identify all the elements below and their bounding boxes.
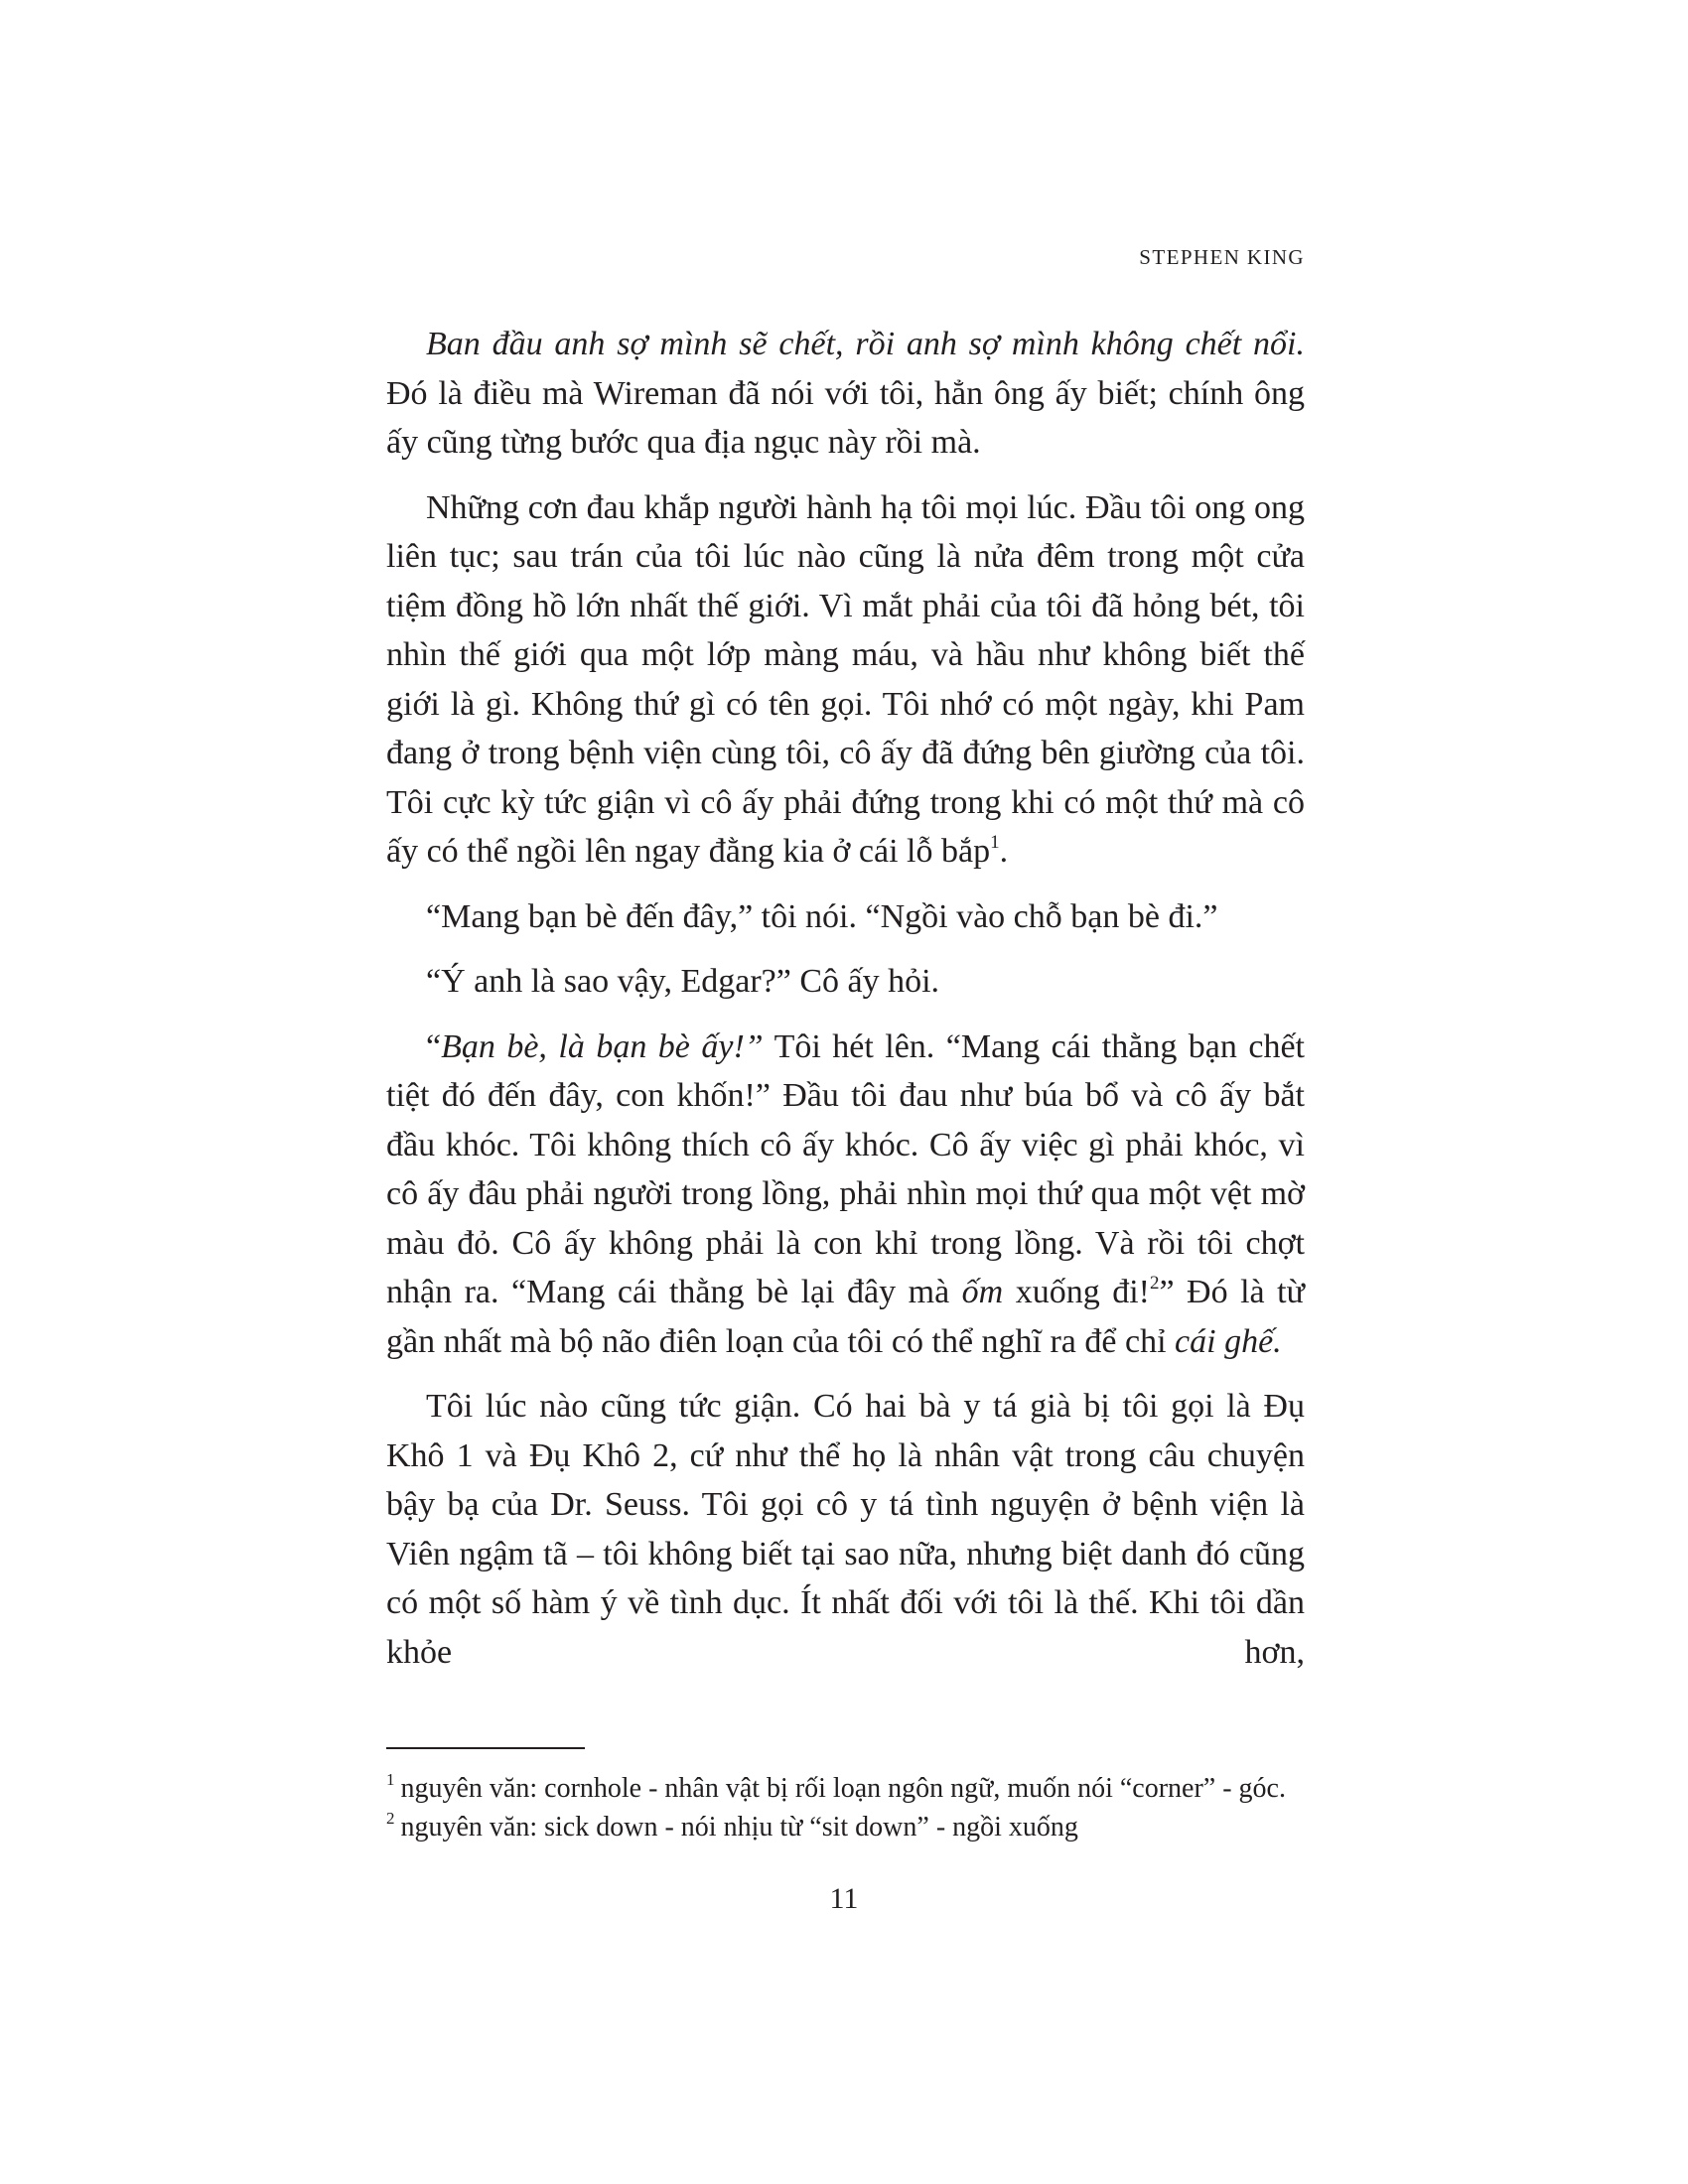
paragraph-3	[386, 892, 1305, 942]
paragraph-3-text: “Mang bạn bè đến đây,” tôi nói. “Ngồi vào chỗ bạn bè đi.”	[426, 897, 1218, 935]
paragraph-1-text: Đó là điều mà Wireman đã nói với tôi, hẳn ông ấy biết; chính ông ấy cũng từng bước qua địa ngục này rồi mà.	[386, 374, 1305, 461]
footnote-1	[386, 1769, 1339, 1808]
footnote-ref-2[interactable]: 2	[1149, 1273, 1160, 1294]
paragraph-5-text-2: xuống đi!	[1003, 1274, 1150, 1310]
footnote-ref-1[interactable]: 1	[990, 832, 1000, 853]
paragraph-4	[386, 957, 1305, 1007]
footnote-marker-1: 1	[386, 1770, 395, 1789]
paragraph-5-text-1: Tôi hét lên. “Mang cái thằng bạn chết tiệt đó đến đây, con khốn!” Đầu tôi đau như búa bổ và cô ấy bắt đầu khóc. Tôi không thích cô ấy khóc. Cô ấy việc gì phải khóc, vì cô ấy đâu phải người trong lồng, phải nhìn mọi thứ qua một vệt mờ màu đỏ. Cô ấy không phải là con khỉ trong lồng. Và rồi tôi chợt nhận ra. “Mang cái thằng bè lại đây mà	[386, 1027, 1305, 1310]
running-header: STEPHEN KING	[1139, 245, 1305, 269]
footnote-2-text: nguyên văn: sick down - nói nhịu từ “sit down” - ngồi xuống	[400, 1812, 1078, 1843]
body-text	[386, 320, 1305, 1677]
paragraph-4-text: “Ý anh là sao vậy, Edgar?” Cô ấy hỏi.	[426, 963, 940, 1000]
paragraph-5-italic-word: ốm	[961, 1274, 1004, 1310]
footnote-divider	[386, 1747, 585, 1749]
paragraph-5-italic-end: cái ghế.	[1175, 1322, 1282, 1360]
paragraph-6-text: Tôi lúc nào cũng tức giận. Có hai bà y tá già bị tôi gọi là Đụ Khô 1 và Đụ Khô 2, cứ như thể họ là nhân vật trong câu chuyện bậy bạ của Dr. Seuss. Tôi gọi cô y tá tình nguyện ở bệnh viện là Viên ngậm tã – tôi không biết tại sao nữa, nhưng biệt danh đó cũng có một số hàm ý về tình dục. Ít nhất đối với tôi là thế. Khi tôi dần khỏe hơn,	[386, 1388, 1305, 1671]
footnotes	[386, 1769, 1339, 1846]
footnote-2	[386, 1808, 1339, 1846]
paragraph-5-italic-part: Bạn bè, là bạn bè ấy!”	[441, 1027, 764, 1065]
italic-lead: Ban đầu anh sợ mình sẽ chết, rồi anh sợ mình không chết nổi.	[426, 326, 1305, 362]
footnote-marker-2: 2	[386, 1809, 395, 1828]
paragraph-1	[386, 320, 1305, 468]
paragraph-2-end: .	[999, 833, 1009, 870]
paragraph-2	[386, 483, 1305, 877]
footnote-1-text: nguyên văn: cornhole - nhân vật bị rối loạn ngôn ngữ, muốn nói “corner” - góc.	[400, 1773, 1286, 1804]
page-number: 11	[829, 1882, 859, 1915]
paragraph-5	[386, 1023, 1305, 1367]
paragraph-5-text-3: ” Đó là từ gần nhất mà bộ não điên loạn của tôi có thể nghĩ ra để chỉ	[386, 1274, 1305, 1360]
paragraph-2-text: Những cơn đau khắp người hành hạ tôi mọi lúc. Đầu tôi ong ong liên tục; sau trán của tôi lúc nào cũng là nửa đêm trong một cửa tiệm đồng hồ lớn nhất thế giới. Vì mắt phải của tôi đã hỏng bét, tôi nhìn thế giới qua một lớp màng máu, và hầu như không biết thế giới là gì. Không thứ gì có tên gọi. Tôi nhớ có một ngày, khi Pam đang ở trong bệnh viện cùng tôi, cô ấy đã đứng bên giường của tôi. Tôi cực kỳ tức giận vì cô ấy phải đứng trong khi có một thứ mà cô ấy có thể ngồi lên ngay đằng kia ở cái lỗ bắp	[386, 488, 1305, 870]
paragraph-5-open-quote: “	[426, 1027, 442, 1065]
paragraph-6	[386, 1382, 1305, 1677]
